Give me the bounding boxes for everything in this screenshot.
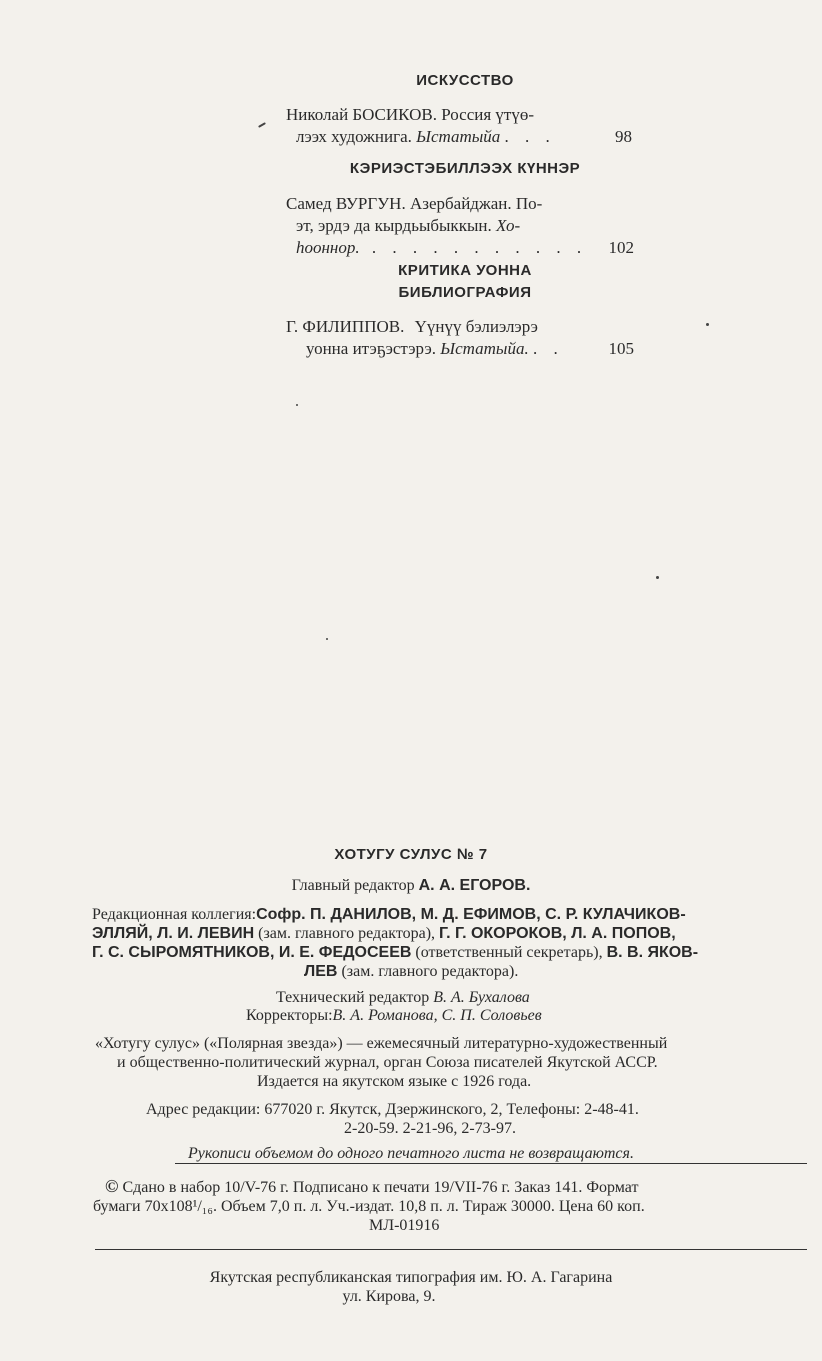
print-speck bbox=[326, 638, 328, 640]
toc-title: Азербайджан. По- bbox=[409, 194, 543, 213]
toc-title: Үүнүү бэлиэлэрэ bbox=[414, 317, 538, 336]
toc-title-cont: эт, эрдэ да кырдьыбыккын. bbox=[296, 216, 492, 235]
print-speck bbox=[296, 404, 298, 406]
toc-page-number: 102 bbox=[608, 238, 634, 257]
proofreaders-line bbox=[246, 1006, 696, 1025]
print-speck bbox=[656, 576, 659, 579]
magazine-description bbox=[95, 1034, 815, 1091]
print-line-2: бумаги 70х108¹/₁₆. Объем 7,0 п. л. Уч.-издат. 10,8 п. л. Тираж 30000. Цена 60 коп. bbox=[93, 1198, 645, 1215]
print-speck bbox=[706, 323, 709, 326]
toc-title-cont: лээх художнига. bbox=[296, 127, 412, 146]
board-members-6: ЛЕВ bbox=[304, 963, 338, 980]
print-speck bbox=[258, 122, 266, 128]
proofreaders-names: В. А. Романова, С. П. Соловьев bbox=[332, 1007, 542, 1024]
toc-genre: Ыстатыйа. bbox=[440, 339, 529, 358]
toc-page-number: 98 bbox=[615, 127, 632, 146]
toc-title-cont: уонна итэҕэстэрэ. bbox=[306, 339, 437, 358]
printer-line-1: Якутская республиканская типография им. Ю. А. Гагарина bbox=[209, 1269, 613, 1286]
print-line-3: МЛ-01916 bbox=[369, 1217, 440, 1234]
editorial-address bbox=[146, 1100, 816, 1138]
section-heading-criticism: КРИТИКА УОННА bbox=[398, 262, 532, 279]
proofreaders-label: Корректоры: bbox=[246, 1007, 333, 1024]
tech-editor-label: Технический редактор bbox=[276, 989, 430, 1006]
toc-leader-dots: . . . . . . . . . . . bbox=[371, 238, 588, 257]
board-members-1: Софр. П. ДАНИЛОВ, М. Д. ЕФИМОВ, С. Р. КУЛАЧИКОВ- bbox=[256, 906, 686, 923]
board-members-2: ЭЛЛЯЙ, Л. И. ЛЕВИН bbox=[92, 925, 255, 942]
toc-genre-cont: һооннор. bbox=[296, 238, 360, 257]
description-line-2: и общественно-политический журнал, орган Союза писателей Якутской АССР. bbox=[117, 1054, 658, 1071]
toc-leader-dots: . . . bbox=[504, 127, 556, 146]
description-line-3: Издается на якутском языке с 1926 года. bbox=[257, 1073, 532, 1090]
divider-rule bbox=[95, 1249, 807, 1250]
address-line-1: Адрес редакции: 677020 г. Якутск, Дзержинского, 2, Телефоны: 2-48-41. bbox=[146, 1101, 639, 1118]
toc-entry-vurgun bbox=[282, 193, 634, 261]
print-details bbox=[93, 1177, 815, 1235]
section-heading-art: ИСКУССТВО bbox=[416, 72, 514, 89]
chief-editor-line bbox=[0, 876, 822, 895]
toc-author: Самед ВУРГУН. bbox=[286, 194, 406, 213]
board-role: (зам. главного редактора), bbox=[258, 925, 436, 942]
toc-title: Россия үтүө- bbox=[441, 105, 535, 124]
address-line-2: 2-20-59. 2-21-96, 2-73-97. bbox=[344, 1120, 516, 1137]
toc-leader-dots: . . bbox=[532, 339, 564, 358]
board-role: (ответственный секретарь), bbox=[415, 944, 603, 961]
chief-editor-label: Главный редактор bbox=[291, 877, 415, 894]
toc-entry-filippov bbox=[282, 316, 634, 362]
board-role: (зам. главного редактора). bbox=[341, 963, 519, 980]
magazine-issue-title: ХОТУГУ СУЛУС № 7 bbox=[334, 846, 488, 863]
copyright-icon: © bbox=[105, 1176, 119, 1196]
toc-entry-bosikov bbox=[282, 104, 632, 150]
description-line-1: «Хотугу сулус» («Полярная звезда») — ежемесячный литературно-художественный bbox=[95, 1035, 668, 1052]
printer-info bbox=[0, 1268, 822, 1306]
tech-editor-line bbox=[276, 988, 676, 1007]
toc-genre: Хо- bbox=[495, 216, 521, 235]
manuscripts-note: Рукописи объемом до одного печатного листа не возвращаются. bbox=[188, 1145, 634, 1162]
section-heading-bibliography: БИБЛИОГРАФИЯ bbox=[398, 284, 532, 301]
board-members-5: В. В. ЯКОВ- bbox=[606, 944, 699, 961]
divider-rule bbox=[175, 1163, 807, 1164]
chief-editor-name: А. А. ЕГОРОВ. bbox=[418, 877, 531, 894]
toc-genre: Ыстатыйа bbox=[416, 127, 501, 146]
section-heading-memorial-days: КЭРИЭСТЭБИЛЛЭЭХ КҮННЭР bbox=[349, 160, 581, 177]
board-label: Редакционная коллегия: bbox=[92, 906, 257, 923]
print-line-1: Сдано в набор 10/V-76 г. Подписано к печати 19/VII-76 г. Заказ 141. Формат bbox=[122, 1179, 639, 1196]
board-members-4: Г. С. СЫРОМЯТНИКОВ, И. Е. ФЕДОСЕЕВ bbox=[92, 944, 412, 961]
board-members-3: Г. Г. ОКОРОКОВ, Л. А. ПОПОВ, bbox=[439, 925, 676, 942]
toc-page-number: 105 bbox=[608, 339, 634, 358]
tech-editor-name: В. А. Бухалова bbox=[433, 989, 530, 1006]
toc-author: Николай БОСИКОВ. bbox=[286, 105, 437, 124]
toc-author: Г. ФИЛИППОВ. bbox=[286, 317, 405, 336]
printer-line-2: ул. Кирова, 9. bbox=[342, 1288, 436, 1305]
editorial-board bbox=[92, 905, 812, 981]
